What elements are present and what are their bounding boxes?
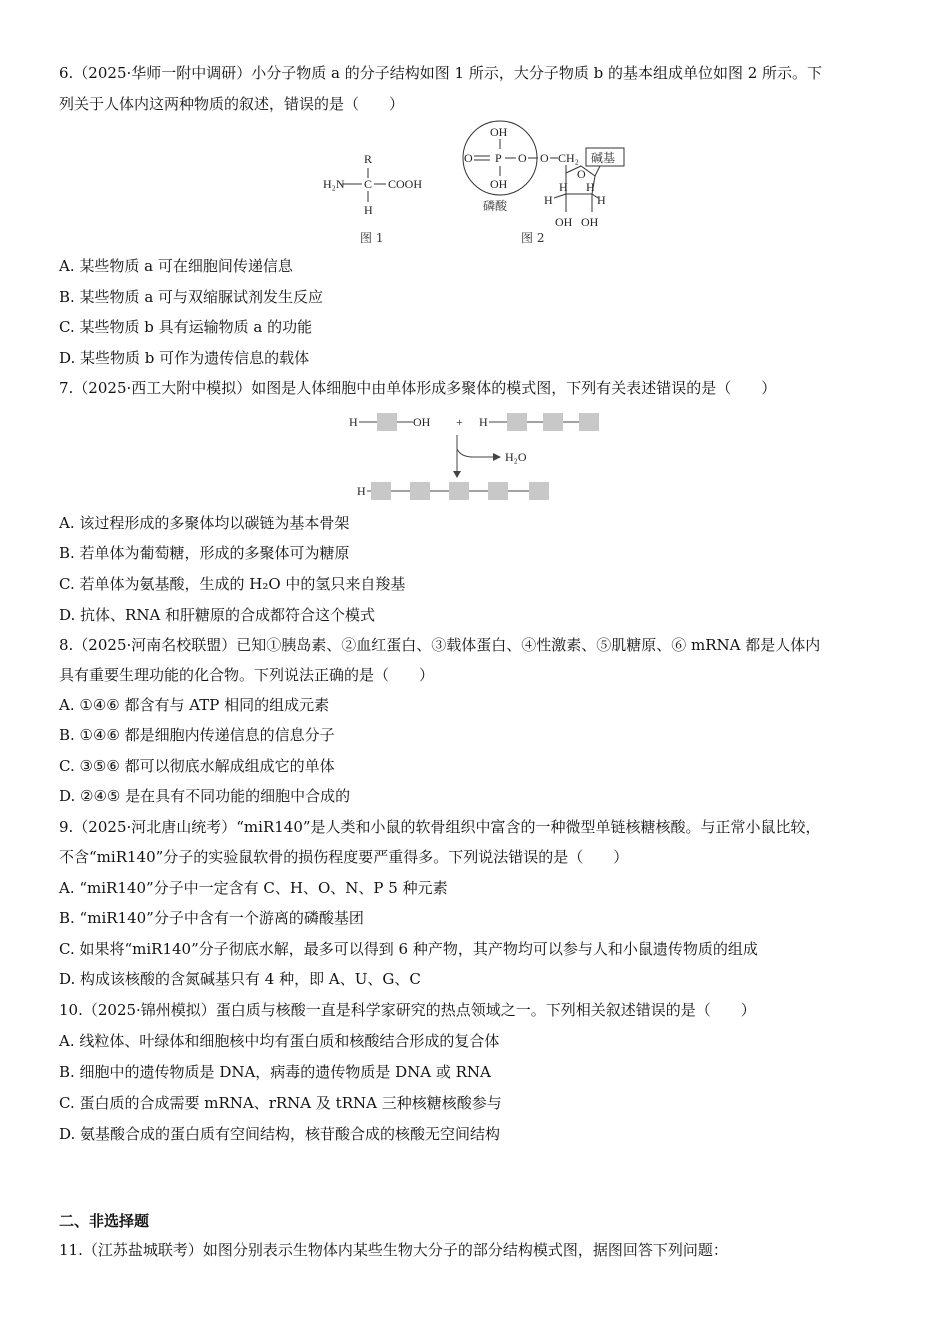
q7-option-c: C. 若单体为氨基酸，生成的 H₂O 中的氢只来自羧基 — [59, 575, 406, 593]
fig2-h1: H — [544, 193, 553, 207]
q6-stem-line1: 6.（2025·华师一附中调研）小分子物质 a 的分子结构如图 1 所示，大分子物质 b 的基本组成单位如图 2 所示。下 — [59, 64, 823, 82]
fig2-caption: 图 2 — [521, 231, 545, 245]
q7-option-d: D. 抗体、RNA 和肝糖原的合成都符合这个模式 — [59, 606, 376, 624]
product-block — [449, 482, 469, 500]
fig2-oh2: OH — [581, 215, 599, 229]
q6-figures — [318, 118, 638, 250]
fig2-oh-bot: OH — [490, 177, 508, 191]
fig2-p: P — [495, 151, 502, 165]
q9-option-c: C. 如果将“miR140”分子彻底水解，最多可以得到 6 种产物，其产物均可以参与人和小鼠遗传物质的组成 — [59, 940, 758, 958]
fig2-phosphate-label: 磷酸 — [483, 199, 508, 213]
fig2-h4: H — [597, 193, 606, 207]
monomer-block — [377, 413, 397, 431]
section-heading: 二、非选择题 — [59, 1212, 150, 1230]
fig1-h: H — [364, 203, 373, 217]
fig2-ring-o: O — [577, 167, 586, 181]
fig2-oh-top: OH — [490, 125, 508, 139]
q8-option-c: C. ③⑤⑥ 都可以彻底水解成组成它的单体 — [59, 757, 335, 775]
q9-stem-line2: 不含“miR140”分子的实验鼠软骨的损伤程度要严重得多。下列说法错误的是（ ） — [59, 848, 629, 866]
water-arrow — [457, 449, 495, 457]
q9-option-a: A. “miR140”分子中一定含有 C、H、O、N、P 5 种元素 — [59, 879, 448, 897]
q10-option-d: D. 氨基酸合成的蛋白质有空间结构，核苷酸合成的核酸无空间结构 — [59, 1125, 501, 1143]
fig2-o-left: O — [464, 151, 473, 165]
fig2-h2: H — [559, 180, 568, 194]
fig1-h2n: H₂N — [323, 177, 345, 191]
q8-stem-line2: 具有重要生理功能的化合物。下列说法正确的是（ ） — [59, 666, 435, 684]
q6-option-a: A. 某些物质 a 可在细胞间传递信息 — [59, 257, 293, 275]
q8-stem-line1: 8.（2025·河南名校联盟）已知①胰岛素、②血红蛋白、③载体蛋白、④性激素、⑤肌糖原、⑥ mRNA 都是人体内 — [59, 636, 821, 654]
q8-option-b: B. ①④⑥ 都是细胞内传递信息的信息分子 — [59, 726, 335, 744]
q7-polymer-figure — [345, 405, 615, 505]
q11-stem: 11.（江苏盐城联考）如图分别表示生物体内某些生物大分子的部分结构模式图，据图回答下列问题： — [59, 1241, 728, 1259]
q8-option-a: A. ①④⑥ 都含有与 ATP 相同的组成元素 — [59, 696, 330, 714]
product-block — [488, 482, 508, 500]
q7-fig-oh: OH — [413, 415, 431, 429]
fig2-oh1: OH — [555, 215, 573, 229]
fig2-o-right: O — [540, 151, 549, 165]
q7-fig-h-right: H — [479, 415, 488, 429]
polymer-block — [543, 413, 563, 431]
fig1-amino-acid — [323, 152, 422, 245]
q9-option-b: B. “miR140”分子中含有一个游离的磷酸基团 — [59, 909, 364, 927]
fig1-caption: 图 1 — [360, 231, 384, 245]
product-block — [529, 482, 549, 500]
q9-stem-line1: 9.（2025·河北唐山统考）“miR140”是人类和小鼠的软骨组织中富含的一种微型单链核糖核酸。与正常小鼠比较， — [59, 818, 821, 836]
fig2-h3: H — [586, 180, 595, 194]
q9-option-d: D. 构成该核酸的含氮碱基只有 4 种，即 A、U、G、C — [59, 970, 421, 988]
q10-stem: 10.（2025·锦州模拟）蛋白质与核酸一直是科学家研究的热点领域之一。下列相关叙述错误的是（ ） — [59, 1001, 756, 1019]
q6-option-c: C. 某些物质 b 具有运输物质 a 的功能 — [59, 318, 313, 336]
q10-option-c: C. 蛋白质的合成需要 mRNA、rRNA 及 tRNA 三种核糖核酸参与 — [59, 1094, 502, 1112]
polymer-block — [507, 413, 527, 431]
q7-stem: 7.（2025·西工大附中模拟）如图是人体细胞中由单体形成多聚体的模式图，下列有关表述错误的是（ ） — [59, 379, 777, 397]
q7-fig-h-bottom: H — [357, 484, 366, 498]
q8-option-d: D. ②④⑤ 是在具有不同功能的细胞中合成的 — [59, 787, 351, 805]
polymer-block — [579, 413, 599, 431]
q7-option-a: A. 该过程形成的多聚体均以碳链为基本骨架 — [59, 514, 350, 532]
q6-option-d: D. 某些物质 b 可作为遗传信息的载体 — [59, 349, 310, 367]
fig1-cooh: COOH — [388, 177, 423, 191]
q7-fig-plus: + — [456, 415, 463, 429]
q7-fig-h2o: H₂O — [505, 450, 527, 464]
fig1-c: C — [364, 177, 373, 191]
product-block — [410, 482, 430, 500]
fig2-base-label: 碱基 — [591, 151, 616, 165]
fig1-r: R — [364, 152, 373, 166]
q7-option-b: B. 若单体为葡萄糖，形成的多聚体可为糖原 — [59, 544, 350, 562]
q6-stem-line2: 列关于人体内这两种物质的叙述，错误的是（ ） — [59, 95, 405, 113]
product-block — [371, 482, 391, 500]
q10-option-b: B. 细胞中的遗传物质是 DNA，病毒的遗传物质是 DNA 或 RNA — [59, 1063, 491, 1081]
fig2-ch2: CH₂ — [558, 151, 579, 165]
fig2-nucleotide — [463, 121, 624, 245]
fig2-o-mid: O — [518, 151, 527, 165]
q10-option-a: A. 线粒体、叶绿体和细胞核中均有蛋白质和核酸结合形成的复合体 — [59, 1032, 500, 1050]
q7-fig-h-left: H — [349, 415, 358, 429]
q6-option-b: B. 某些物质 a 可与双缩脲试剂发生反应 — [59, 288, 324, 306]
